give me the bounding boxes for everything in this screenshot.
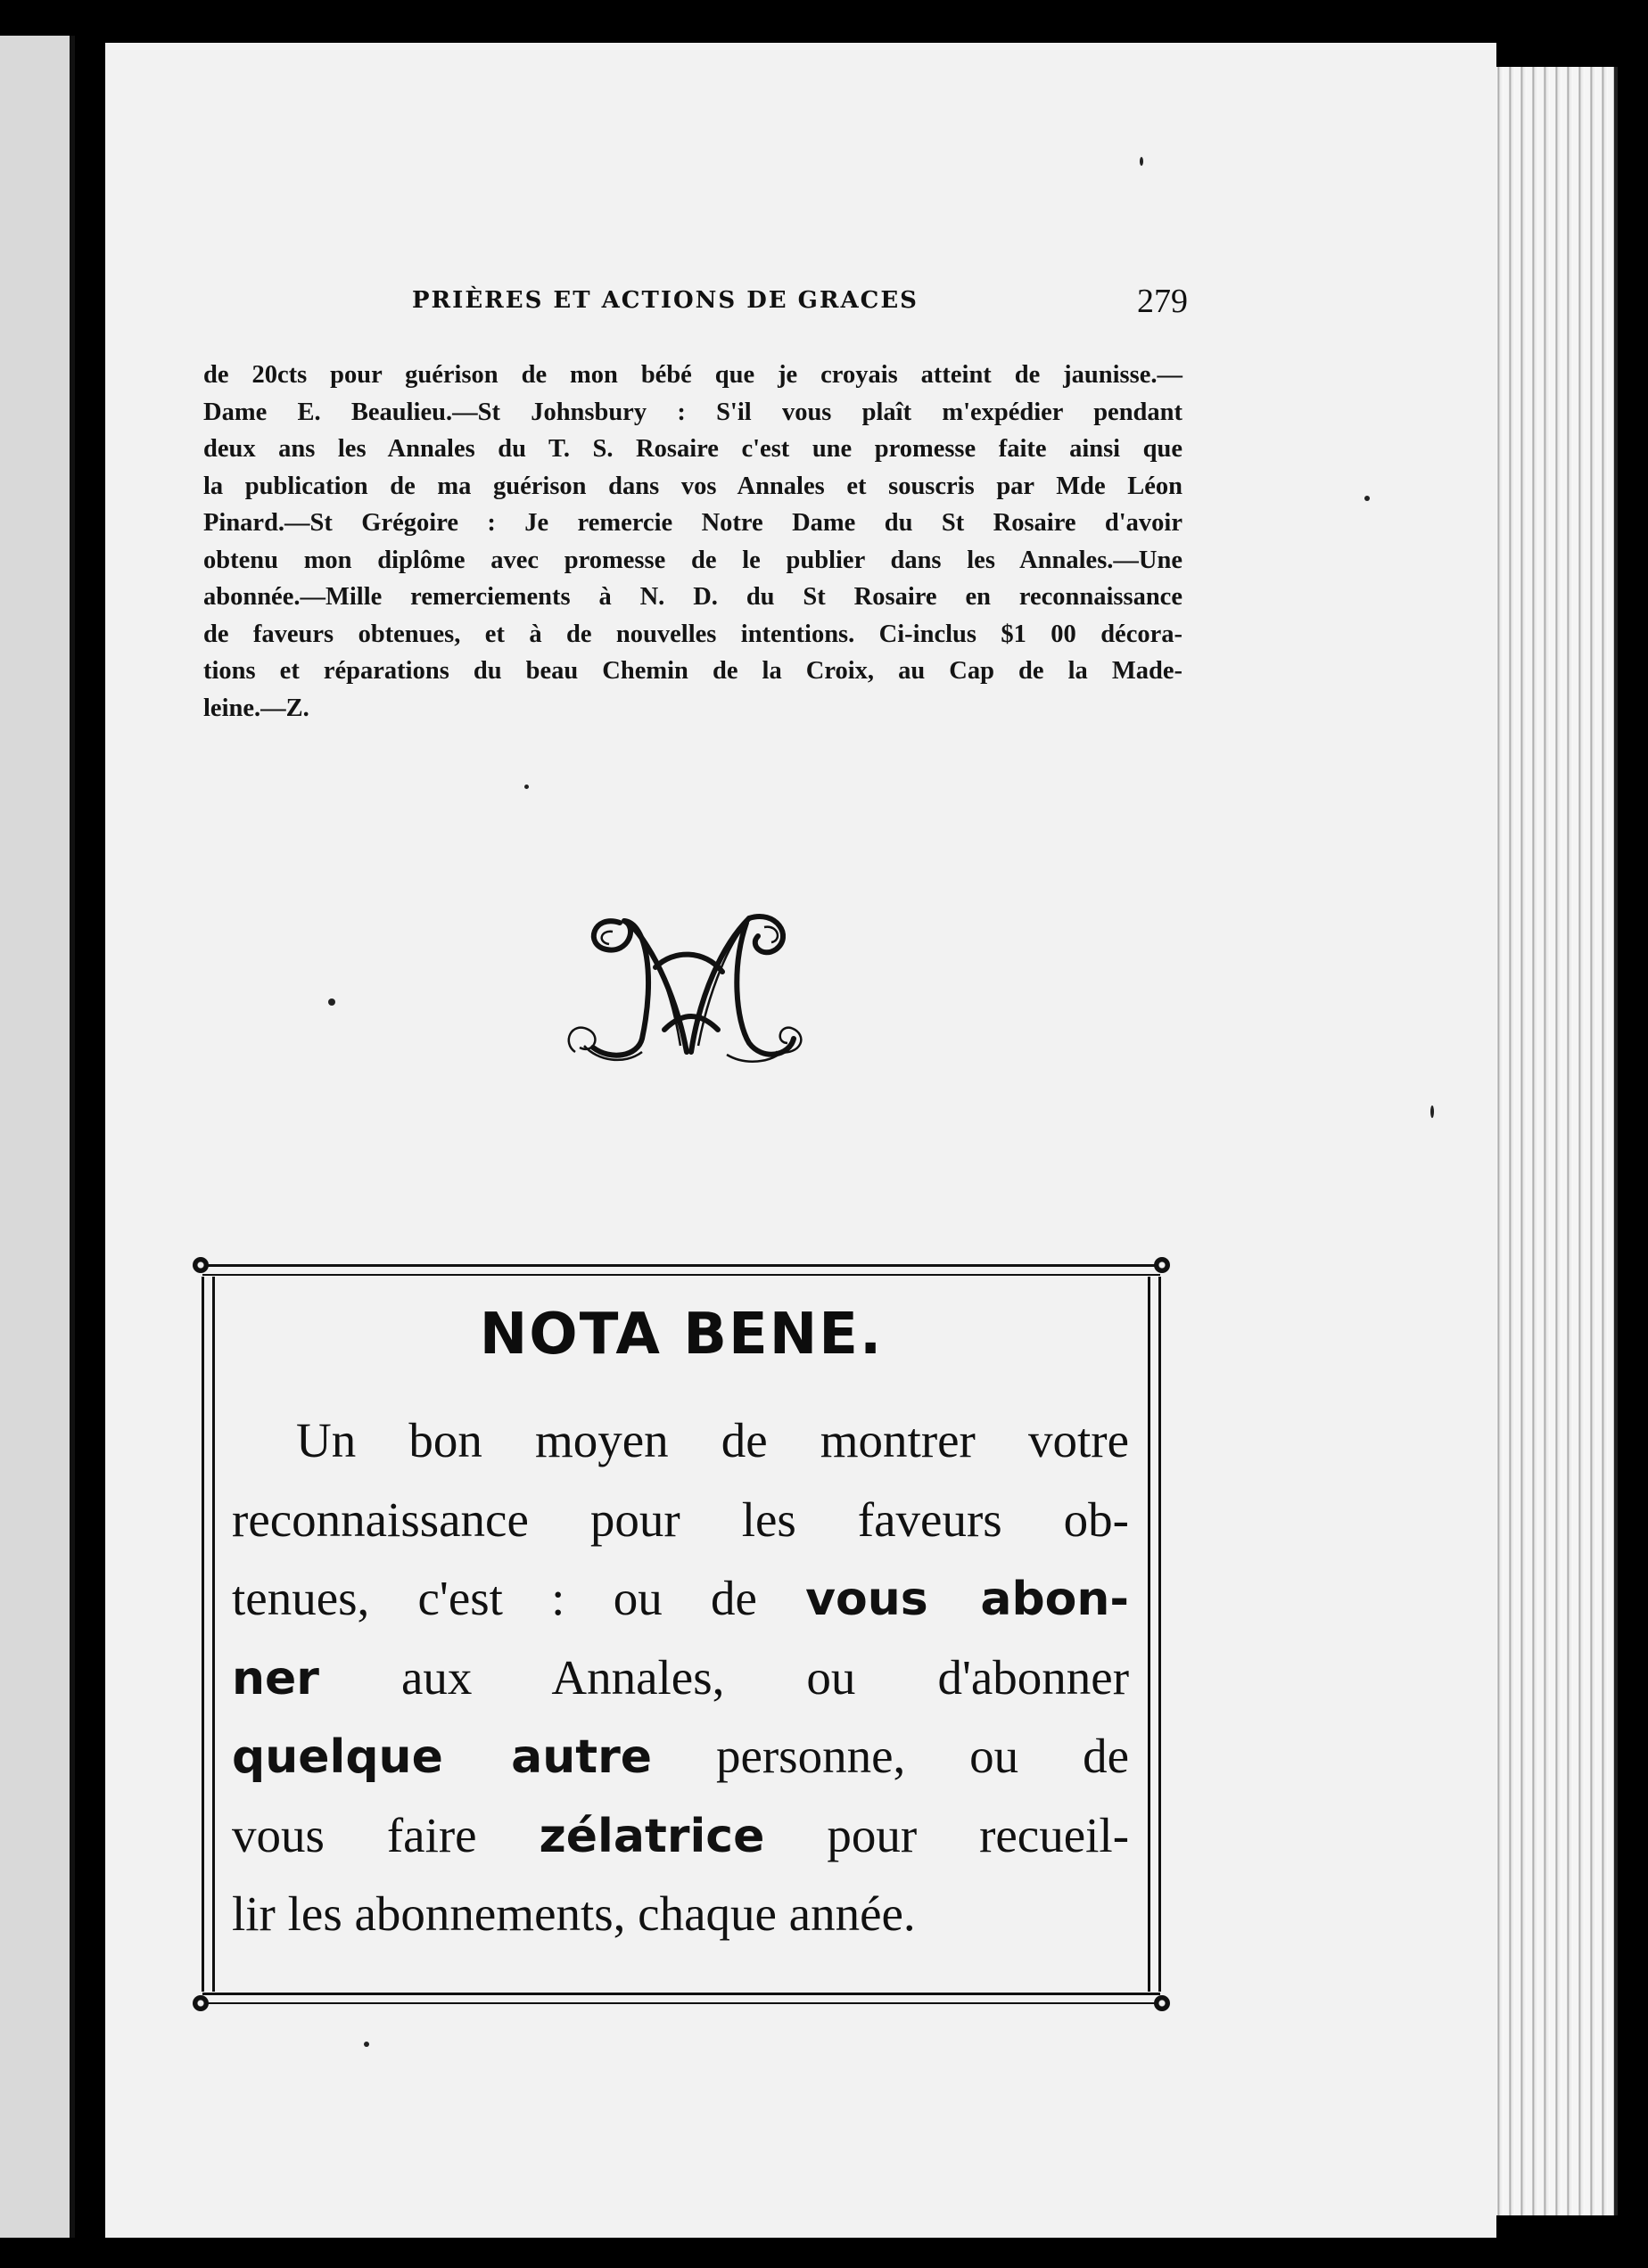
nota-line — [232, 1717, 1129, 1796]
nota-text: aux Annales, ou d'abonner — [400, 1649, 1130, 1705]
nota-line: Un bon moyen de montrer votre — [296, 1413, 1129, 1467]
scan-speck — [1430, 1105, 1434, 1118]
text-line: obtenu mon diplôme avec promesse de le publier dans les Annales.—Une — [203, 546, 1182, 574]
body-paragraph — [203, 357, 1182, 727]
facing-page-edge — [0, 36, 75, 2238]
page-number: 279 — [1137, 283, 1188, 320]
nota-line: reconnaissance pour les faveurs ob- — [232, 1491, 1129, 1547]
nota-line: lir les abonnements, chaque année. — [232, 1886, 916, 1941]
text-line: tions et réparations du beau Chemin de la Croix, au Cap de la Made- — [203, 657, 1182, 685]
frame-rule — [1158, 1277, 1161, 1992]
nota-bene-box — [194, 1259, 1168, 2009]
text-line: la publication de ma guérison dans vos Annales et souscris par Mde Léon — [203, 472, 1182, 500]
text-line: leine.—Z. — [203, 694, 309, 722]
nota-line — [232, 1559, 1129, 1639]
scan-speck — [524, 785, 529, 789]
scan-border-bottom — [0, 2238, 1648, 2268]
nota-text: vous faire — [232, 1807, 477, 1862]
corner-ornament-icon — [1154, 1257, 1170, 1273]
nota-bene-title: NOTA BENE. — [479, 1302, 884, 1368]
marian-monogram-icon — [557, 896, 812, 1074]
corner-ornament-icon — [193, 1257, 209, 1273]
text-line: abonnée.—Mille remerciements à N. D. du St Rosaire en reconnaissance — [203, 583, 1182, 611]
frame-rule — [202, 1277, 204, 1992]
nota-text: tenues, c'est : ou de — [232, 1571, 757, 1625]
scan-speck — [1364, 496, 1370, 501]
text-line: Dame E. Beaulieu.—St Johnsbury : S'il vous plaît m'expédier pendant — [203, 398, 1182, 426]
nota-emphasis: quelque autre — [232, 1730, 653, 1784]
nota-line — [232, 1796, 1129, 1876]
scan-speck — [364, 2042, 369, 2047]
nota-emphasis: vous abon- — [805, 1573, 1129, 1626]
scan-speck — [328, 998, 335, 1006]
running-head — [412, 282, 1188, 321]
nota-line — [232, 1639, 1129, 1718]
text-line: de faveurs obtenues, et à de nouvelles intentions. Ci-inclus $1 00 décora- — [203, 620, 1182, 648]
nota-text: personne, ou de — [715, 1729, 1130, 1783]
scan-speck — [1140, 157, 1143, 166]
text-line: deux ans les Annales du T. S. Rosaire c'est une promesse faite ainsi que — [203, 435, 1182, 463]
nota-emphasis: ner — [232, 1651, 319, 1705]
page-stack-edge — [1480, 67, 1618, 2215]
nota-emphasis: zélatrice — [539, 1809, 765, 1863]
text-line: de 20cts pour guérison de mon bébé que je croyais atteint de jaunisse.— — [203, 361, 1182, 389]
nota-bene-text — [232, 1401, 1129, 1954]
corner-ornament-icon — [193, 1995, 209, 2011]
text-line: Pinard.—St Grégoire : Je remercie Notre Dame du St Rosaire d'avoir — [203, 509, 1182, 537]
corner-ornament-icon — [1154, 1995, 1170, 2011]
nota-text: pour recueil- — [827, 1807, 1130, 1862]
running-title: PRIÈRES ET ACTIONS DE GRACES — [412, 287, 919, 314]
